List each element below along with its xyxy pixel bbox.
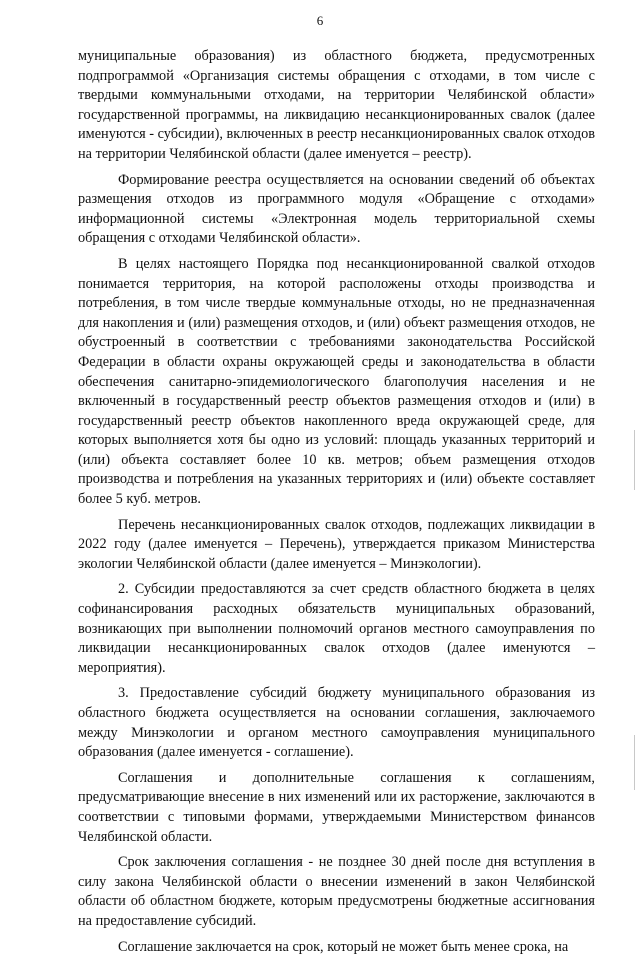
paragraph-agreement-term: Соглашение заключается на срок, который не может быть менее срока, на <box>118 938 569 955</box>
paragraph-agreements: Соглашения и дополнительные соглашения к соглашениям, предусматривающие внесение в них изменений или их расторжение, заключаются в соответствии с типовыми формами, утверждаемыми Министерством финансов Челябинской области. <box>78 769 595 845</box>
paragraph-clause-3: 3. Предоставление субсидий бюджету муниципального образования из областного бюджета осуществляется на основании соглашения, заключаемого между Минэкологии и органом местного самоуправления муниципального образования (далее именуется - соглашение). <box>78 685 595 761</box>
paragraph-dump-definition: В целях настоящего Порядка под несанкционированной свалкой отходов понимается территория, на которой расположены отходы производства и потребления, в том числе твердые коммунальные отходы, но не предназначенная для накопления и (или) размещения отходов, и (или) объект размещения отходов, не обустроенный в соответствии с требованиями законодательства Российской Федерации в области охраны окружающей среды и законодательства в области обеспечения санитарно-эпидемиологического благополучия населения и не включенный в государственный реестр объектов размещения отходов и (или) в государственный реестр объектов накопленного вреда окружающей среде, для которых выполняется хотя бы одно из условий: площадь указанных территорий и (или) объекта составляет более 10 кв. метров; объем размещения отходов производства и потребления на указанных территориях и (или) объекте составляет более 5 куб. метров. <box>78 255 595 508</box>
paragraph-dump-list: Перечень несанкционированных свалок отходов, подлежащих ликвидации в 2022 году (далее именуется – Перечень), утверждается приказом Министерства экологии Челябинской области (далее именуется – Минэкологии). <box>78 516 595 572</box>
paragraph-agreement-deadline: Срок заключения соглашения - не позднее 30 дней после дня вступления в силу закона Челябинской области о внесении изменений в закон Челябинской области об областном бюджете, которым предусмотрены бюджетные ассигнования на предоставление субсидий. <box>78 854 595 929</box>
paragraph-continuation: муниципальные образования) из областного бюджета, предусмотренных подпрограммой «Организация системы обращения с отходами, в том числе с твердыми коммунальными отходами, на территории Челябинской области» государственной программы, на ликвидацию несанкционированных свалок (далее именуются - субсидии), включенных в реестр несанкционированных свалок отходов на территории Челябинской области (далее именуется – реестр). <box>78 48 595 162</box>
scan-edge-mark <box>634 430 635 490</box>
document-body <box>78 47 595 963</box>
scan-edge-mark <box>634 735 635 790</box>
paragraph-clause-2: 2. Субсидии предоставляются за счет средств областного бюджета в целях софинансирования расходных обязательств муниципальных образований, возникающих при выполнении полномочий органов местного самоуправления по ликвидации несанкционированных свалок отходов (далее именуются – мероприятия). <box>78 581 595 676</box>
paragraph-registry-formation: Формирование реестра осуществляется на основании сведений об объектах размещения отходов из программного модуля «Обращение с отходами» информационной системы «Электронная модель территориальной схемы обращения с отходами Челябинской области». <box>78 171 595 247</box>
page-number: 6 <box>316 13 324 28</box>
